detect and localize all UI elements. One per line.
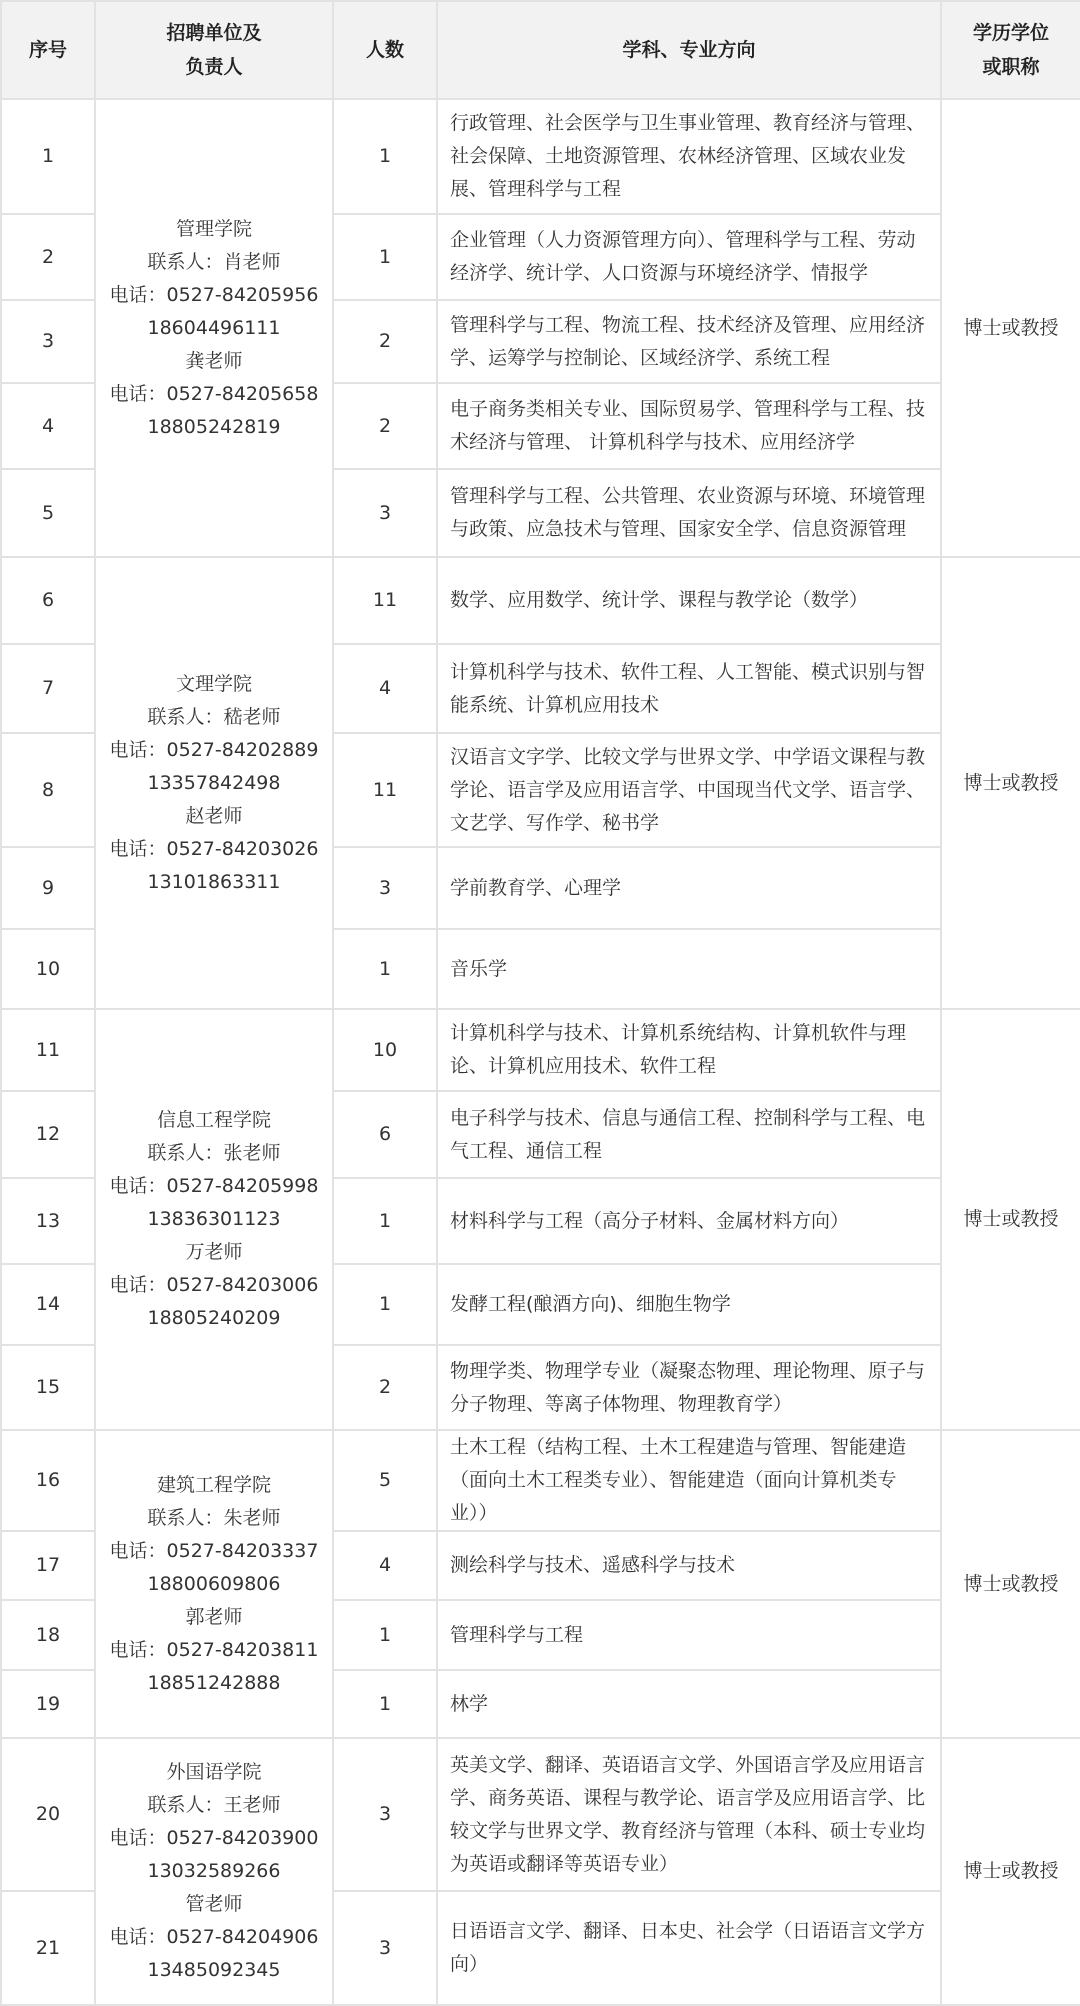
unit-contact-line: 电话：0527-84204906 — [109, 1926, 319, 1948]
unit-contact-line: 外国语学院 — [166, 1761, 262, 1783]
unit-contact-line: 电话：0527-84205956 — [109, 283, 319, 306]
headcount: 2 — [333, 383, 437, 469]
header-degree-line: 或职称 — [982, 56, 1040, 78]
unit-contact-line: 联系人：张老师 — [147, 1142, 281, 1164]
unit-contact-line: 13836301123 — [147, 1208, 281, 1230]
table-row — [1, 1009, 1080, 1091]
unit-contact-line: 郭老师 — [185, 1605, 243, 1628]
row-index: 8 — [1, 733, 95, 847]
subject-direction: 林学 — [437, 1670, 941, 1738]
subject-direction: 汉语言文字学、比较文学与世界文学、中学语文课程与教学论、语言学及应用语言学、中国现当代文学、语言学、文艺学、写作学、秘书学 — [437, 733, 941, 847]
unit-contact-line: 电话：0527-84203337 — [109, 1539, 319, 1562]
unit-contact-line: 18851242888 — [147, 1671, 281, 1694]
unit-contact-line: 13357842498 — [147, 771, 281, 794]
headcount: 3 — [333, 469, 437, 557]
unit-contact-line: 18604496111 — [147, 316, 281, 339]
recruiting-unit-cell — [95, 99, 333, 557]
unit-contact-line: 电话：0527-84205998 — [109, 1175, 319, 1197]
headcount: 4 — [333, 1531, 437, 1600]
unit-contact-line: 文理学院 — [175, 672, 252, 695]
degree-requirement: 博士或教授 — [941, 557, 1080, 1009]
subject-direction: 学前教育学、心理学 — [437, 847, 941, 929]
unit-contact-line: 信息工程学院 — [156, 1109, 271, 1131]
unit-contact-line: 电话：0527-84203811 — [109, 1638, 319, 1661]
unit-contact-line: 万老师 — [185, 1241, 243, 1263]
subject-direction: 测绘科学与技术、遥感科学与技术 — [437, 1531, 941, 1600]
table-row — [1, 1738, 1080, 1891]
subject-direction: 数学、应用数学、统计学、课程与教学论（数学） — [437, 557, 941, 644]
unit-contact-line: 联系人：肖老师 — [147, 250, 281, 273]
unit-contact-line: 联系人：王老师 — [147, 1794, 281, 1816]
row-index: 17 — [1, 1531, 95, 1600]
subject-direction: 行政管理、社会医学与卫生事业管理、教育经济与管理、社会保障、土地资源管理、农林经济管理、区域农业发展、管理科学与工程 — [437, 99, 941, 214]
headcount: 11 — [333, 733, 437, 847]
recruiting-unit-cell — [95, 1430, 333, 1738]
subject-direction: 电子科学与技术、信息与通信工程、控制科学与工程、电气工程、通信工程 — [437, 1091, 941, 1178]
unit-contact-line: 电话：0527-84205658 — [109, 382, 319, 405]
header-unit-line: 招聘单位及 — [166, 22, 262, 44]
subject-direction: 管理科学与工程、公共管理、农业资源与环境、环境管理与政策、应急技术与管理、国家安全学、信息资源管理 — [437, 469, 941, 557]
subject-direction: 土木工程（结构工程、土木工程建造与管理、智能建造（面向土木工程类专业）、智能建造（面向计算机类专业）） — [437, 1430, 941, 1531]
subject-direction: 发酵工程(酿酒方向)、细胞生物学 — [437, 1264, 941, 1345]
degree-requirement: 博士或教授 — [941, 99, 1080, 557]
header-degree-line: 学历学位 — [972, 22, 1049, 44]
unit-contact-line: 联系人：朱老师 — [147, 1506, 281, 1529]
unit-contact-line: 13032589266 — [147, 1860, 281, 1882]
unit-contact-line: 赵老师 — [185, 804, 243, 827]
unit-contact-line: 龚老师 — [185, 349, 243, 372]
headcount: 1 — [333, 1178, 437, 1264]
unit-contact-line: 18805242819 — [147, 415, 281, 438]
unit-contact-line: 18805240209 — [147, 1307, 281, 1329]
unit-contact-line: 管理学院 — [175, 217, 252, 240]
row-index: 14 — [1, 1264, 95, 1345]
headcount: 1 — [333, 1264, 437, 1345]
recruiting-unit-cell — [95, 1738, 333, 2005]
header-unit-line: 负责人 — [185, 56, 243, 78]
row-index: 18 — [1, 1600, 95, 1670]
subject-direction: 日语语言文学、翻译、日本史、社会学（日语语言文学方向） — [437, 1891, 941, 2005]
header-count: 人数 — [333, 1, 437, 99]
unit-contact-line: 电话：0527-84203900 — [109, 1827, 319, 1849]
headcount: 2 — [333, 1345, 437, 1430]
headcount: 6 — [333, 1091, 437, 1178]
subject-direction: 企业管理（人力资源管理方向）、管理科学与工程、劳动经济学、统计学、人口资源与环境经济学、情报学 — [437, 214, 941, 300]
table-body — [1, 99, 1080, 2005]
unit-contact-line: 13485092345 — [147, 1959, 281, 1981]
row-index: 4 — [1, 383, 95, 469]
table-row — [1, 99, 1080, 214]
row-index: 11 — [1, 1009, 95, 1091]
headcount: 3 — [333, 1738, 437, 1891]
row-index: 9 — [1, 847, 95, 929]
headcount: 1 — [333, 929, 437, 1009]
unit-contact-line: 电话：0527-84202889 — [109, 738, 319, 761]
subject-direction: 管理科学与工程 — [437, 1600, 941, 1670]
header-index: 序号 — [1, 1, 95, 99]
row-index: 7 — [1, 644, 95, 733]
unit-contact-line: 13101863311 — [147, 870, 281, 893]
unit-contact-line: 电话：0527-84203026 — [109, 837, 319, 860]
unit-contact-line: 建筑工程学院 — [156, 1473, 271, 1496]
row-index: 3 — [1, 300, 95, 383]
row-index: 15 — [1, 1345, 95, 1430]
headcount: 1 — [333, 1670, 437, 1738]
row-index: 20 — [1, 1738, 95, 1891]
row-index: 5 — [1, 469, 95, 557]
recruiting-unit-cell — [95, 1009, 333, 1430]
headcount: 1 — [333, 99, 437, 214]
degree-requirement: 博士或教授 — [941, 1430, 1080, 1738]
table-row — [1, 557, 1080, 644]
headcount: 10 — [333, 1009, 437, 1091]
headcount: 5 — [333, 1430, 437, 1531]
headcount: 1 — [333, 214, 437, 300]
headcount: 1 — [333, 1600, 437, 1670]
degree-requirement: 博士或教授 — [941, 1738, 1080, 2005]
row-index: 1 — [1, 99, 95, 214]
subject-direction: 电子商务类相关专业、国际贸易学、管理科学与工程、技术经济与管理、 计算机科学与技术、应用经济学 — [437, 383, 941, 469]
row-index: 19 — [1, 1670, 95, 1738]
subject-direction: 物理学类、物理学专业（凝聚态物理、理论物理、原子与分子物理、等离子体物理、物理教育学） — [437, 1345, 941, 1430]
headcount: 3 — [333, 847, 437, 929]
headcount: 2 — [333, 300, 437, 383]
subject-direction: 材料科学与工程（高分子材料、金属材料方向） — [437, 1178, 941, 1264]
subject-direction: 英美文学、翻译、英语语言文学、外国语言学及应用语言学、商务英语、课程与教学论、语言学及应用语言学、比较文学与世界文学、教育经济与管理（本科、硕士专业均为英语或翻译等英语专业） — [437, 1738, 941, 1891]
row-index: 6 — [1, 557, 95, 644]
row-index: 16 — [1, 1430, 95, 1531]
subject-direction: 计算机科学与技术、计算机系统结构、计算机软件与理论、计算机应用技术、软件工程 — [437, 1009, 941, 1091]
row-index: 21 — [1, 1891, 95, 2005]
row-index: 10 — [1, 929, 95, 1009]
unit-contact-line: 管老师 — [185, 1893, 243, 1915]
degree-requirement: 博士或教授 — [941, 1009, 1080, 1430]
headcount: 3 — [333, 1891, 437, 2005]
subject-direction: 管理科学与工程、物流工程、技术经济及管理、应用经济学、运筹学与控制论、区域经济学、系统工程 — [437, 300, 941, 383]
row-index: 12 — [1, 1091, 95, 1178]
headcount: 4 — [333, 644, 437, 733]
recruiting-unit-cell — [95, 557, 333, 1009]
header-subject: 学科、专业方向 — [437, 1, 941, 99]
table-header-row — [1, 1, 1080, 99]
subject-direction: 音乐学 — [437, 929, 941, 1009]
row-index: 13 — [1, 1178, 95, 1264]
table-row — [1, 1430, 1080, 1531]
headcount: 11 — [333, 557, 437, 644]
subject-direction: 计算机科学与技术、软件工程、人工智能、模式识别与智能系统、计算机应用技术 — [437, 644, 941, 733]
header-unit — [95, 1, 333, 99]
unit-contact-line: 电话：0527-84203006 — [109, 1274, 319, 1296]
unit-contact-line: 联系人：嵇老师 — [147, 705, 281, 728]
row-index: 2 — [1, 214, 95, 300]
unit-contact-line: 18800609806 — [147, 1572, 281, 1595]
header-degree — [941, 1, 1080, 99]
